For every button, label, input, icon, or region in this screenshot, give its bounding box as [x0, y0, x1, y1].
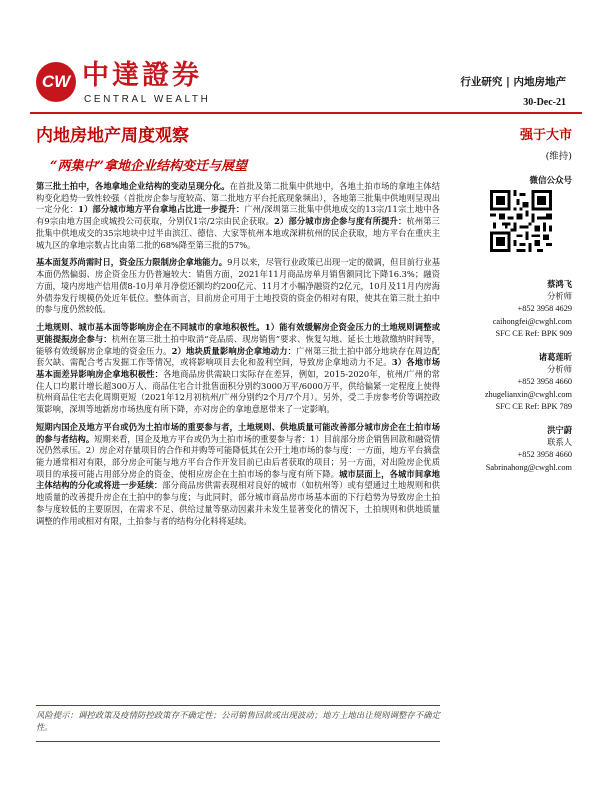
para3-point2: 2）地块质量影响房企拿地动力：: [171, 345, 297, 356]
wechat-label: 微信公众号: [529, 176, 572, 186]
logo-mark: CW: [41, 72, 71, 91]
para2-text: 9月以来，尽管行业政策已出现一定的微调，但目前行业基本面仍然偏弱、房企资金压力仍普遍较大：销售方面，2021年11月商品房单月销售额同比下降16.3%；融资方面，境内房地产信用债8-10月单月净偿还额均约200亿元、11月才小幅净融资约2亿元，10月及11月内房海外债券发行规模仍处近年低位。整体而言，目前房企可用于土地投资的资金仍相对有限，使其在第三批土拍中的参与度仍然较低。: [36, 257, 441, 315]
analyst-phone: +852 3958 4660: [517, 377, 572, 387]
analyst-sfc: SFC CE Ref: BPK 789: [495, 402, 572, 412]
paragraph-4: [36, 422, 440, 527]
report-date: 30-Dec-21: [523, 97, 566, 108]
analyst-email[interactable]: caihongfei@cwghl.com: [492, 316, 572, 326]
risk-text: 调控政策及疫情防控政策存不确定性；公司销售回款或出现波动；地方土地出让规则调整存不确定性。: [36, 710, 440, 732]
analyst-phone: +852 3958 4660: [517, 450, 572, 460]
para1-text: 在首批及第二批集中供地中，各地土拍市场的拿地主体结构变化趋势一致性较强（首批房企参与度较高、第二批地方平台托底现象频出），各地第三批集中供地则呈现出一定分化：: [36, 181, 440, 215]
para2-lead: 基本面复苏尚需时日，资金压力限制房企拿地能力。: [36, 257, 228, 268]
para1-point1: 1）部分城市地方平台拿地占比进一步提升：: [78, 204, 245, 215]
rating-status: (维持): [545, 151, 572, 162]
para4-point2: 城市层面上，各城市间拿地主体结构的分化或将进一步延续：: [36, 468, 440, 491]
header-divider: [30, 112, 582, 114]
analyst-title: 分析师: [547, 364, 572, 374]
company-name-en: CENTRAL WEALTH: [84, 94, 211, 105]
para3-lead: 土地规则、城市基本面等影响房企在不同城市的拿地积极性。1）能有效缓解房企资金压力的土地规则调整或更能提振房企参与：: [36, 322, 440, 344]
paragraph-2: [36, 257, 440, 316]
analyst-email[interactable]: Sabrinahong@cwghl.com: [485, 462, 572, 472]
risk-label: 风险提示：: [36, 710, 79, 720]
analyst-name: 蔡鸿飞: [547, 279, 572, 289]
report-subtitle: “两集中”拿地企业结构变迁与展望: [50, 159, 247, 174]
analyst-name: 诸葛莲昕: [538, 351, 572, 362]
para4-text: 短期来看，国企及地方平台或仍为土拍市场的重要参与者：1）目前部分房企销售回款和融资情况仍然承压。2）房企对存量项目的合作和并购等可能降低其在公开土地市场的参与度：一方面，地方平台摘盘能力通常相对有限，部分房企可能与地方平台合作开发目前已由后者获取的项目；另一方面，对出险房企优质项目的承接可能占用部分房企的资金，使相应房企在土拍市场的参与度有所下降。: [36, 433, 440, 479]
para3-point3: 3）各地市场基本面差异影响房企拿地积极性：: [36, 357, 440, 379]
para1-point2: 2）部分城市房企参与度有所提升：: [274, 216, 407, 227]
para3-text: 杭州在第三批土拍中取消“竞品质、现房销售”要求、恢复勾地、延长土地款缴纳时间等，能够有效缓解房企拿地的资金压力。: [36, 333, 440, 356]
analyst-phone: +852 3958 4629: [517, 304, 572, 314]
para4-text2: 部分商品房供需表现相对良好的城市（如杭州等）或有望通过土地规则和供地质量的改善提升房企在土拍中的参与度；与此同时，部分城市商品房市场基本面的下行趋势为导致房企土拍参与度较低的主要原因，在需求不足、供给过量等驱动因素并未发生显著变化的情况下，土拍规则和供地质量调整的作用或相对有限，土拍参与者的结构分化料将延续。: [36, 480, 440, 526]
analyst-title: 联系人: [547, 437, 572, 447]
report-title: 内地房地产周度观察: [36, 126, 189, 146]
analyst-card: [452, 278, 572, 341]
qr-code[interactable]: [490, 190, 552, 252]
para1-lead: 第三批土拍中，各地拿地企业结构的变动呈现分化。: [36, 181, 230, 191]
risk-divider-bottom: [36, 741, 440, 742]
para3-text2: 广州第三批土拍中部分地块存在周边配套欠缺、需配合考古发掘工作等情况，或将影响项目去化和盈利空间，导致房企拿地动力不足。: [36, 345, 440, 368]
para3-text3: 各地商品房供需缺口实际存在差异，例如，2015-2020年，杭州/广州的常住人口均累计增长超300万人、商品住宅合计批售面积分别约3000万平/6000万平，供给偏紧一定程度上使得杭州商品住宅去化周期更短（2021年12月初杭州/广州分别约2个月/7个月）。另外，受二手房参考价等调控政策影响，深圳等地新房市场热度有所下降，亦对房企的拿地意愿带来了一定影响。: [36, 368, 440, 415]
para4-lead: 短期内国企及地方平台或仍为土拍市场的重要参与者，土地规则、供地质量可能改善部分城市房企在土拍市场的参与者结构。: [36, 421, 440, 444]
analyst-email[interactable]: zhugelianxin@cwghl.com: [484, 389, 572, 399]
paragraph-1: [36, 181, 440, 251]
report-body: [36, 181, 440, 533]
para1-text3: 杭州第三批集中供地成交的35宗地块中过半由滨江、德信、大家等杭州本地或深耕杭州的民企获取，地方平台在重庆主城九区的拿地宗数占比由第二批的68%降至第三批的57%。: [36, 216, 440, 250]
analyst-name: 洪宁蔚: [547, 424, 572, 435]
analyst-sfc: SFC CE Ref: BPK 909: [495, 329, 572, 339]
para1-text2: 广州/深圳第三批集中供地成交的13宗/11宗土地中各有9宗由地方国企或城投公司获取，分别仅1宗/2宗由民企获取。: [36, 204, 440, 227]
analyst-card: [452, 351, 572, 414]
analyst-panel: [452, 278, 572, 484]
analyst-title: 分析师: [547, 291, 572, 301]
risk-note: [36, 710, 440, 733]
paragraph-3: [36, 322, 440, 416]
rating: 强于大市: [519, 128, 572, 143]
analyst-card: [452, 424, 572, 474]
company-name-cn: 中達證券: [82, 60, 202, 91]
report-category: 行业研究 | 内地房地产: [460, 76, 566, 88]
risk-divider-top: [36, 705, 440, 706]
